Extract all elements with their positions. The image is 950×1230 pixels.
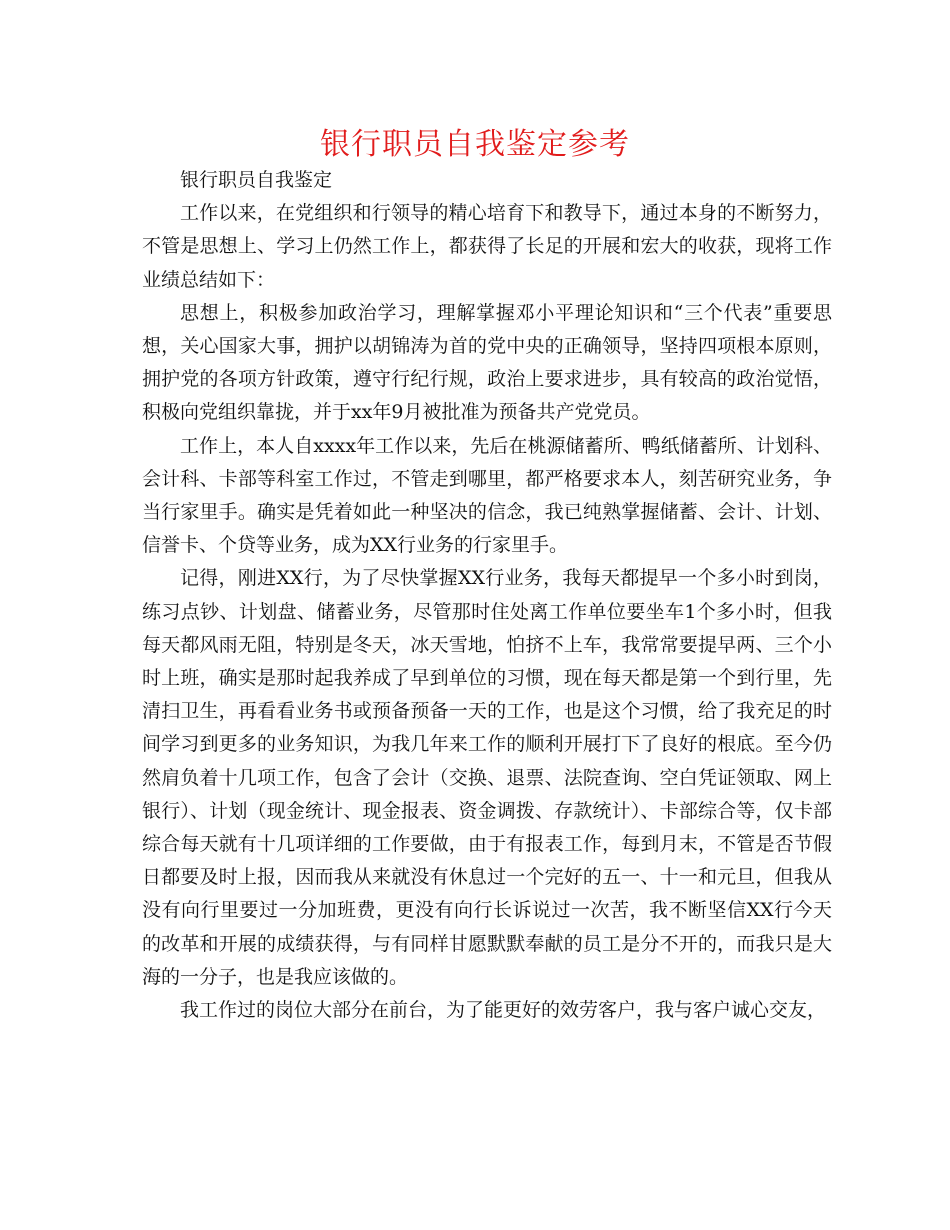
document-subtitle: 银行职员自我鉴定 <box>180 169 333 191</box>
paragraph: 记得，刚进XX行，为了尽快掌握XX行业务，我每天都提早一个多小时到岗，练习点钞、计划盘、储蓄业务，尽管那时住处离工作单位要坐车1个多小时，但我每天都风雨无阻，特别是冬天，冰天雪地，怕挤不上车，我常常要提早两、三个小时上班，确实是那时起我养成了早到单位的习惯，现在每天都是第一个到行里，先清扫卫生，再看看业务书或预备预备一天的工作，也是这个习惯，给了我充足的时间学习到更多的业务知识，为我几年来工作的顺利开展打下了良好的根底。至今仍然肩负着十几项工作，包含了会计（交换、退票、法院查询、空白凭证领取、网上银行）、计划（现金统计、现金报表、资金调拨、存款统计）、卡部综合等，仅卡部综合每天就有十几项详细的工作要做，由于有报表工作，每到月末，不管是否节假日都要及时上报，因而我从来就没有休息过一个完好的五一、十一和元旦，但我从没有向行里要过一分加班费，更没有向行长诉说过一次苦，我不断坚信XX行今天的改革和开展的成绩获得，与有同样甘愿默默奉献的员工是分不开的，而我只是大海的一分子，也是我应该做的。 <box>142 567 832 988</box>
paragraph: 工作上，本人自xxxx年工作以来，先后在桃源储蓄所、鸭纸储蓄所、计划科、会计科、卡部等科室工作过，不管走到哪里，都严格要求本人，刻苦研究业务，争当行家里手。确实是凭着如此一种坚决的信念，我已纯熟掌握储蓄、会计、计划、信誉卡、个贷等业务，成为XX行业务的行家里手。 <box>142 434 832 557</box>
paragraph: 我工作过的岗位大部分在前台，为了能更好的效劳客户，我与客户诚心交友， <box>180 999 827 1022</box>
document-title: 银行职员自我鉴定参考 <box>320 127 630 162</box>
document-body <box>142 164 832 1027</box>
paragraph: 工作以来，在党组织和行领导的精心培育下和教导下，通过本身的不断努力，不管是思想上、学习上仍然工作上，都获得了长足的开展和宏大的收获，现将工作业绩总结如下： <box>142 202 832 291</box>
paragraph: 思想上，积极参加政治学习，理解掌握邓小平理论知识和“三个代表”重要思想，关心国家大事，拥护以胡锦涛为首的党中央的正确领导，坚持四项根本原则，拥护党的各项方针政策，遵守行纪行规，政治上要求进步，具有较高的政治觉悟，积极向党组织靠拢，并于xx年9月被批准为预备共产党党员。 <box>142 301 832 424</box>
